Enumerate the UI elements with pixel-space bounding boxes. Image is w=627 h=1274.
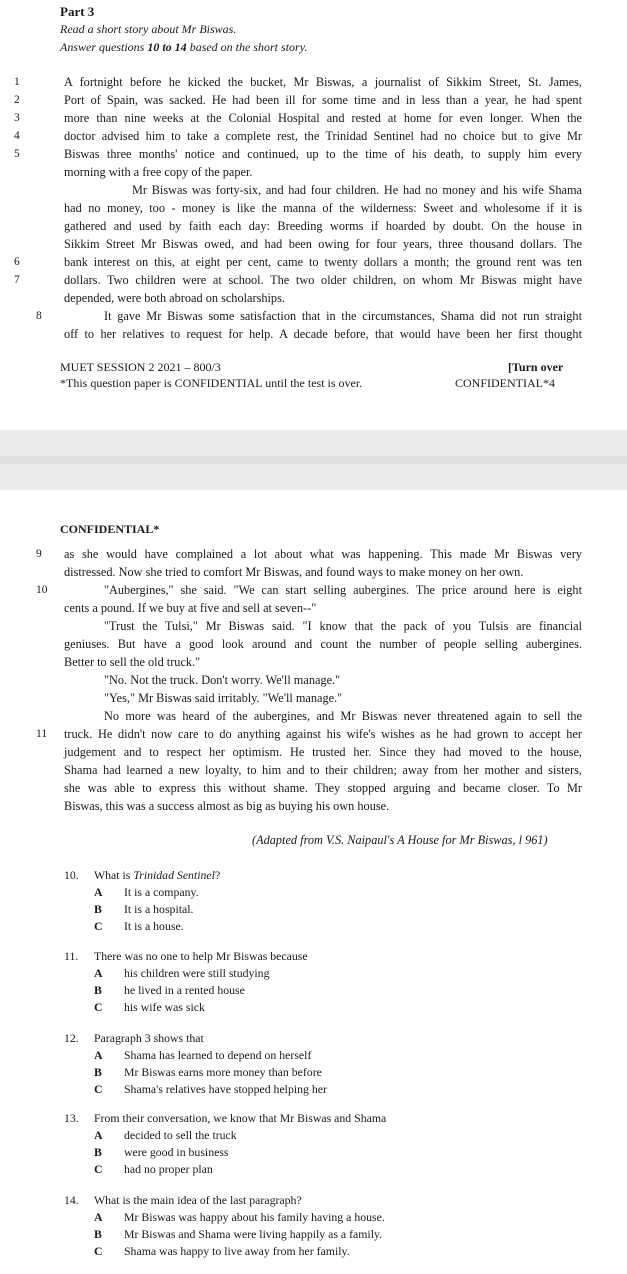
question-13 xyxy=(64,1111,386,1126)
option-text: Mr Biswas was happy about his family having a house. xyxy=(124,1210,385,1224)
question-stem: What is the main idea of the last paragraph? xyxy=(94,1193,302,1207)
instruction-post: based on the short story. xyxy=(186,40,308,54)
passage-line: more than nine weeks at the Colonial Hospital and rested at home for even longer. When the xyxy=(64,111,582,125)
passage-line: geniuses. But have a good look around and count the number of people selling aubergines. xyxy=(64,637,582,651)
option-text: Mr Biswas and Shama were living happily as a family. xyxy=(124,1227,383,1241)
option-b[interactable] xyxy=(94,1227,382,1242)
line-number: 3 xyxy=(14,112,20,124)
option-c[interactable] xyxy=(94,919,184,934)
question-11 xyxy=(64,949,308,964)
passage-line: had no money, too - money is like the manna of the wilderness: Sweet and wholesome if it is xyxy=(64,201,582,215)
passage-line: "No. Not the truck. Don't worry. We'll manage." xyxy=(104,673,341,687)
option-text: Mr Biswas earns more money than before xyxy=(124,1065,322,1079)
line-number: 8 xyxy=(36,310,42,322)
passage-line: morning with a free copy of the paper. xyxy=(64,165,253,179)
option-letter: A xyxy=(94,885,103,899)
instruction-bold: 10 to 14 xyxy=(147,40,187,54)
line-number: 1 xyxy=(14,76,20,88)
option-text: Shama has learned to depend on herself xyxy=(124,1048,312,1062)
option-b[interactable] xyxy=(94,1145,229,1160)
option-letter: B xyxy=(94,1227,102,1241)
option-c[interactable] xyxy=(94,1244,350,1259)
line-number: 9 xyxy=(36,548,42,560)
option-letter: C xyxy=(94,919,103,933)
confidential-note: *This question paper is CONFIDENTIAL until the test is over. xyxy=(60,376,363,390)
option-c[interactable] xyxy=(94,1000,205,1015)
option-b[interactable] xyxy=(94,983,245,998)
option-text: It is a company. xyxy=(124,885,199,899)
exam-session: MUET SESSION 2 2021 – 800/3 xyxy=(60,360,221,374)
passage-line: as she would have complained a lot about what was happening. This made Mr Biswas very xyxy=(64,547,582,561)
instruction-line-1: Read a short story about Mr Biswas. xyxy=(60,22,237,36)
passage-line: "Trust the Tulsi," Mr Biswas said. "I know that the pack of you Tulsis are financial xyxy=(104,619,582,633)
option-letter: C xyxy=(94,1000,103,1014)
option-letter: C xyxy=(94,1244,103,1258)
passage-line: No more was heard of the aubergines, and Mr Biswas never threatened again to sell the xyxy=(104,709,582,723)
question-number: 13. xyxy=(64,1111,79,1125)
option-text: decided to sell the truck xyxy=(124,1128,237,1142)
option-letter: B xyxy=(94,1065,102,1079)
question-stem: What is xyxy=(94,868,134,882)
page-header-confidential: CONFIDENTIAL* xyxy=(60,522,160,536)
option-letter: B xyxy=(94,1145,102,1159)
instruction-pre: Answer questions xyxy=(60,40,148,54)
option-letter: A xyxy=(94,1128,103,1142)
passage-line: Biswas three months' notice and continued, up to the time of his death, to supply him every xyxy=(64,147,582,161)
separator-band xyxy=(0,456,627,464)
question-12 xyxy=(64,1031,204,1046)
passage-line: It gave Mr Biswas some satisfaction that in the circumstances, Shama did not run straight xyxy=(104,309,582,323)
line-number: 11 xyxy=(36,728,48,740)
option-a[interactable] xyxy=(94,1210,385,1225)
question-stem: Paragraph 3 shows that xyxy=(94,1031,204,1045)
option-a[interactable] xyxy=(94,1048,311,1063)
option-a[interactable] xyxy=(94,885,199,900)
option-b[interactable] xyxy=(94,902,193,917)
passage-line: Mr Biswas was forty-six, and had four children. He had no money and his wife Shama xyxy=(132,183,582,197)
page-two xyxy=(0,490,627,1274)
option-text: It is a house. xyxy=(124,919,184,933)
line-number: 10 xyxy=(36,584,48,596)
line-number: 5 xyxy=(14,148,20,160)
passage-line: cents a pound. If we buy at five and sell at seven--" xyxy=(64,601,317,615)
passage-line: off to her relatives to request for help. A decade before, that would have been her first thought xyxy=(64,327,582,341)
option-a[interactable] xyxy=(94,966,269,981)
page-one xyxy=(0,0,627,430)
passage-line: bank interest on this, at eight per cent, came to twenty dollars a month; the ground rent was ten xyxy=(64,255,582,269)
option-text: his children were still studying xyxy=(124,966,270,980)
option-text: had no proper plan xyxy=(124,1162,213,1176)
option-text: Shama's relatives have stopped helping her xyxy=(124,1082,327,1096)
question-number: 10. xyxy=(64,868,79,882)
option-b[interactable] xyxy=(94,1065,322,1080)
part-heading: Part 3 xyxy=(60,4,95,19)
passage-line: she was able to express this without shame. They stopped arguing and became closer. To Mr xyxy=(64,781,582,795)
option-letter: A xyxy=(94,966,103,980)
option-letter: B xyxy=(94,983,102,997)
passage-line: Port of Spain, was sacked. He had been ill for some time and in less than a year, he had spent xyxy=(64,93,582,107)
passage-line: "Yes," Mr Biswas said irritably. "We'll manage." xyxy=(104,691,343,705)
question-stem: From their conversation, we know that Mr Biswas and Shama xyxy=(94,1111,387,1125)
turn-over: [Turn over xyxy=(508,360,564,374)
question-number: 14. xyxy=(64,1193,79,1207)
option-text: It is a hospital. xyxy=(124,902,194,916)
line-number: 7 xyxy=(14,274,20,286)
passage-line: depended, were both abroad on scholarships. xyxy=(64,291,285,305)
question-10 xyxy=(64,868,220,883)
passage-line: A fortnight before he kicked the bucket, Mr Biswas, a journalist of Sikkim Street, St. James, xyxy=(64,75,582,89)
passage-line: dollars. Two children were at school. The two older children, on whom Mr Biswas might have xyxy=(64,273,582,287)
confidential-mark: CONFIDENTIAL*4 xyxy=(455,376,555,390)
passage-line: truck. He didn't now care to do anything against his wife's wishes as he had grown to accept her xyxy=(64,727,582,741)
passage-line: "Aubergines," she said. "We can start selling aubergines. The price around here is eight xyxy=(104,583,582,597)
page-separator xyxy=(0,430,627,490)
passage-line: Biswas, this was a success almost as big as buying his own house. xyxy=(64,799,390,813)
line-number: 4 xyxy=(14,130,20,142)
passage-line: Sikkim Street Mr Biswas owed, and had been owing for four years, three thousand dollars. The xyxy=(64,237,582,251)
option-a[interactable] xyxy=(94,1128,237,1143)
option-letter: C xyxy=(94,1162,103,1176)
option-text: his wife was sick xyxy=(124,1000,205,1014)
line-number: 6 xyxy=(14,256,20,268)
option-text: he lived in a rented house xyxy=(124,983,245,997)
passage-line: doctor advised him to take a complete rest, the Trinidad Sentinel had no choice but to give Mr xyxy=(64,129,582,143)
option-text: Shama was happy to live away from her family. xyxy=(124,1244,350,1258)
option-c[interactable] xyxy=(94,1082,327,1097)
option-c[interactable] xyxy=(94,1162,213,1177)
option-text: were good in business xyxy=(124,1145,229,1159)
question-14 xyxy=(64,1193,302,1208)
option-letter: B xyxy=(94,902,102,916)
passage-line: gathered and used by faith each day: Breeding worms if hoarded by doubt. On the house in xyxy=(64,219,582,233)
line-number: 2 xyxy=(14,94,20,106)
option-letter: C xyxy=(94,1082,103,1096)
question-number: 12. xyxy=(64,1031,79,1045)
source-citation: (Adapted from V.S. Naipaul's A House for Mr Biswas, l 961) xyxy=(252,833,548,847)
question-stem-end: ? xyxy=(214,868,221,882)
passage-line: distressed. Now she tried to comfort Mr Biswas, and found ways to make money on her own. xyxy=(64,565,524,579)
passage-line: judgement and to respect her optimism. He trusted her. Since they had moved to the house, xyxy=(64,745,582,759)
question-stem-italic: Trinidad Sentinel xyxy=(133,868,215,882)
option-letter: A xyxy=(94,1048,103,1062)
question-stem: There was no one to help Mr Biswas because xyxy=(94,949,308,963)
instruction-line-2 xyxy=(60,40,307,55)
passage-line: Shama had learned a new loyalty, to him and to their children; away from her mother and sisters, xyxy=(64,763,582,777)
question-number: 11. xyxy=(64,949,79,963)
passage-line: Better to sell the old truck." xyxy=(64,655,201,669)
option-letter: A xyxy=(94,1210,103,1224)
